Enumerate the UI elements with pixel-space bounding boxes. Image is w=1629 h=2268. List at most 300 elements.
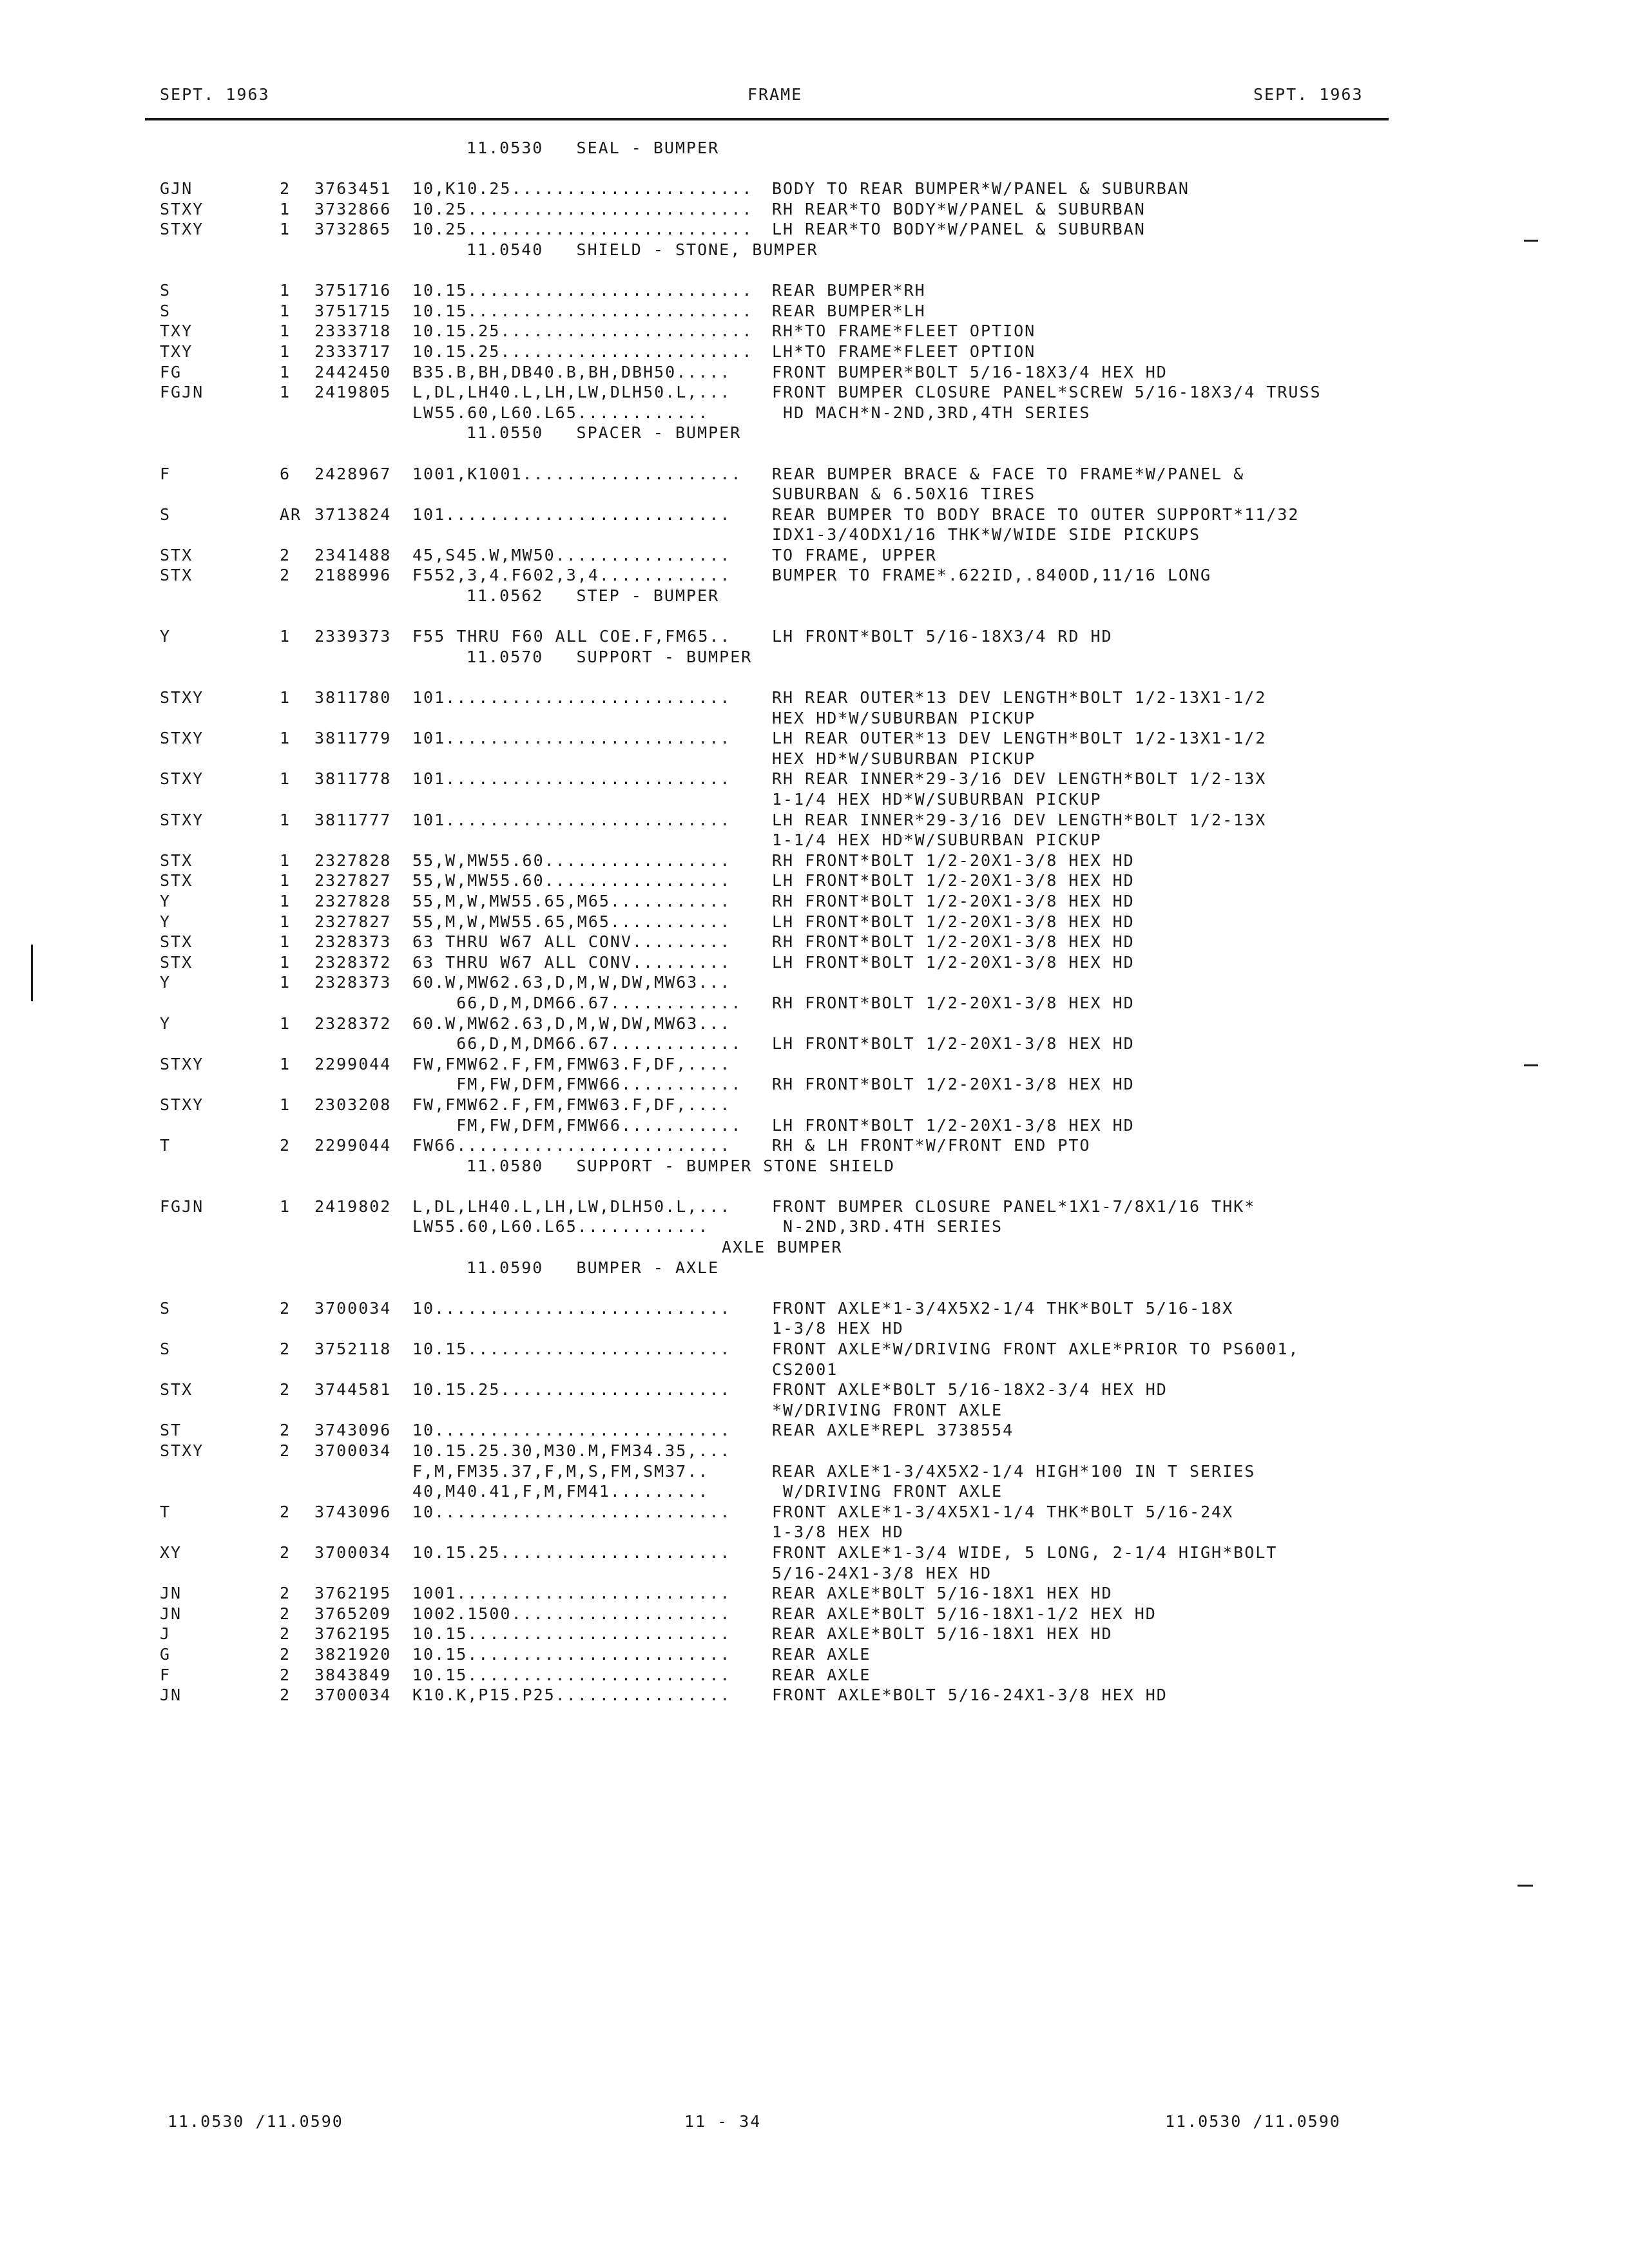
- part-row: [160, 952, 1384, 973]
- part-number: 3811778: [314, 769, 392, 789]
- part-number: 2328373: [314, 973, 392, 992]
- part-number: 2327827: [314, 912, 392, 931]
- part-number: 3821920: [314, 1644, 392, 1664]
- section-heading: [160, 647, 1384, 668]
- description: IDX1-3/4ODX1/16 THK*W/WIDE SIDE PICKUPS: [772, 525, 1200, 544]
- part-row: [160, 972, 1384, 993]
- application: 10.15..........................: [412, 301, 753, 320]
- part-row: [160, 870, 1384, 891]
- application: 1001,K1001....................: [412, 464, 742, 483]
- footer-range-left: 11.0530 /11.0590: [168, 2112, 343, 2131]
- part-number: 2419805: [314, 383, 392, 402]
- part-number: 3743096: [314, 1502, 392, 1521]
- part-number: 2333717: [314, 341, 392, 361]
- part-row-continuation: [160, 1522, 1384, 1542]
- part-row: [160, 565, 1384, 586]
- model-code: STXY: [160, 1441, 204, 1460]
- quantity: AR: [280, 505, 302, 524]
- application: 55,M,W,MW55.65,M65...........: [412, 912, 731, 931]
- application: 45,S45.W,MW50................: [412, 545, 731, 564]
- model-code: S: [160, 1340, 171, 1359]
- model-code: ST: [160, 1421, 182, 1440]
- quantity: 1: [280, 627, 291, 646]
- quantity: 1: [280, 220, 291, 239]
- application: 101..........................: [412, 769, 731, 789]
- application: 101..........................: [412, 810, 731, 829]
- part-row: [160, 1441, 1384, 1461]
- margin-mark: [1524, 240, 1538, 242]
- description: 1-1/4 HEX HD*W/SUBURBAN PICKUP: [772, 831, 1102, 850]
- model-code: STX: [160, 952, 193, 972]
- part-row: [160, 810, 1384, 831]
- model-code: T: [160, 1502, 171, 1521]
- application: FM,FW,DFM,FMW66...........: [412, 1115, 742, 1135]
- description: RH FRONT*BOLT 1/2-20X1-3/8 HEX HD: [772, 932, 1135, 952]
- quantity: 1: [280, 322, 291, 341]
- part-row: [160, 687, 1384, 708]
- part-row-continuation: [160, 524, 1384, 545]
- part-row: [160, 464, 1384, 485]
- section-heading-text: 11.0530 SEAL - BUMPER: [467, 139, 720, 157]
- description: FRONT BUMPER*BOLT 5/16-18X3/4 HEX HD: [772, 362, 1168, 381]
- application: 10.15........................: [412, 1665, 731, 1684]
- part-row: [160, 891, 1384, 912]
- line-gap: [160, 443, 1384, 464]
- description: RH REAR OUTER*13 DEV LENGTH*BOLT 1/2-13X1-1/2: [772, 688, 1267, 707]
- quantity: 1: [280, 912, 291, 931]
- model-code: G: [160, 1644, 171, 1664]
- application: 10...........................: [412, 1421, 731, 1440]
- description: 5/16-24X1-3/8 HEX HD: [772, 1563, 992, 1582]
- application: F552,3,4.F602,3,4............: [412, 566, 731, 585]
- part-number: 2328373: [314, 932, 392, 952]
- application: FW,FMW62.F,FM,FMW63.F,DF,....: [412, 1095, 731, 1114]
- description: REAR AXLE: [772, 1665, 871, 1684]
- description: FRONT AXLE*BOLT 5/16-24X1-3/8 HEX HD: [772, 1686, 1168, 1705]
- application: 40,M40.41,F,M,FM41.........: [412, 1482, 709, 1501]
- model-code: TXY: [160, 341, 193, 361]
- part-row-continuation: [160, 1461, 1384, 1482]
- description: FRONT AXLE*BOLT 5/16-18X2-3/4 HEX HD: [772, 1380, 1168, 1399]
- part-row-continuation: [160, 708, 1384, 729]
- application: 55,W,MW55.60.................: [412, 871, 731, 890]
- section-heading: [160, 1237, 1384, 1258]
- part-number: 3762195: [314, 1624, 392, 1644]
- section-heading-text: 11.0550 SPACER - BUMPER: [467, 423, 742, 443]
- quantity: 2: [280, 1136, 291, 1155]
- model-code: STXY: [160, 769, 204, 789]
- application: 66,D,M,DM66.67............: [412, 993, 742, 1012]
- part-row: [160, 1014, 1384, 1034]
- application: F55 THRU F60 ALL COE.F,FM65..: [412, 627, 731, 646]
- model-code: TXY: [160, 322, 193, 341]
- part-row: [160, 1379, 1384, 1400]
- part-row: [160, 1665, 1384, 1686]
- model-code: S: [160, 281, 171, 300]
- quantity: 2: [280, 1298, 291, 1318]
- part-number: 3843849: [314, 1665, 392, 1684]
- section-heading-text: 11.0562 STEP - BUMPER: [467, 586, 720, 606]
- application: 66,D,M,DM66.67............: [412, 1034, 742, 1053]
- application: 10.15.25.....................: [412, 1380, 731, 1399]
- application: 63 THRU W67 ALL CONV.........: [412, 932, 731, 952]
- model-code: Y: [160, 1014, 171, 1033]
- line-gap: [160, 159, 1384, 179]
- application: 10.15..........................: [412, 281, 753, 300]
- model-code: S: [160, 1298, 171, 1318]
- section-heading: [160, 423, 1384, 443]
- model-code: STXY: [160, 1054, 204, 1073]
- part-row-continuation: [160, 1074, 1384, 1095]
- model-code: Y: [160, 973, 171, 992]
- part-number: 2327827: [314, 871, 392, 890]
- part-row: [160, 1054, 1384, 1075]
- quantity: 2: [280, 1686, 291, 1705]
- part-row: [160, 505, 1384, 525]
- model-code: STXY: [160, 199, 204, 218]
- description: FRONT AXLE*1-3/4 WIDE, 5 LONG, 2-1/4 HIGH*BOLT: [772, 1542, 1278, 1562]
- part-row: [160, 341, 1384, 362]
- description: LH FRONT*BOLT 1/2-20X1-3/8 HEX HD: [772, 952, 1135, 972]
- description: RH REAR*TO BODY*W/PANEL & SUBURBAN: [772, 199, 1146, 218]
- application: 101..........................: [412, 505, 731, 524]
- part-number: 3700034: [314, 1441, 392, 1460]
- application: 55,M,W,MW55.65,M65...........: [412, 891, 731, 910]
- part-row-continuation: [160, 1318, 1384, 1339]
- part-row-continuation: [160, 1481, 1384, 1502]
- model-code: STX: [160, 566, 193, 585]
- section-heading: [160, 1156, 1384, 1177]
- description: REAR AXLE*BOLT 5/16-18X1 HEX HD: [772, 1624, 1113, 1644]
- description: REAR AXLE*BOLT 5/16-18X1-1/2 HEX HD: [772, 1604, 1157, 1623]
- part-number: 3762195: [314, 1584, 392, 1603]
- description: RH FRONT*BOLT 1/2-20X1-3/8 HEX HD: [772, 850, 1135, 870]
- quantity: 1: [280, 952, 291, 972]
- model-code: STX: [160, 545, 193, 564]
- section-heading: [160, 1258, 1384, 1278]
- part-row: [160, 850, 1384, 871]
- application: 101..........................: [412, 729, 731, 748]
- model-code: XY: [160, 1542, 182, 1562]
- model-code: STX: [160, 1380, 193, 1399]
- part-row: [160, 1685, 1384, 1706]
- description: LH REAR*TO BODY*W/PANEL & SUBURBAN: [772, 220, 1146, 239]
- quantity: 2: [280, 1340, 291, 1359]
- application: 10.15........................: [412, 1644, 731, 1664]
- description: 1-3/8 HEX HD: [772, 1523, 904, 1542]
- model-code: GJN: [160, 179, 193, 198]
- description: FRONT AXLE*W/DRIVING FRONT AXLE*PRIOR TO PS6001,: [772, 1340, 1300, 1359]
- application: 60.W,MW62.63,D,M,W,DW,MW63...: [412, 1014, 731, 1033]
- part-number: 2442450: [314, 362, 392, 381]
- application: 60.W,MW62.63,D,M,W,DW,MW63...: [412, 973, 731, 992]
- quantity: 1: [280, 973, 291, 992]
- part-row-continuation: [160, 1563, 1384, 1584]
- quantity: 1: [280, 891, 291, 910]
- header-date-left: SEPT. 1963: [160, 85, 270, 104]
- header-date-right: SEPT. 1963: [1253, 85, 1364, 104]
- part-row: [160, 1298, 1384, 1319]
- part-number: 2419802: [314, 1196, 392, 1216]
- application: 1001.........................: [412, 1584, 731, 1603]
- quantity: 2: [280, 1421, 291, 1440]
- page-number: 11 - 34: [684, 2112, 762, 2131]
- application: FM,FW,DFM,FMW66...........: [412, 1075, 742, 1094]
- section-heading: [160, 586, 1384, 606]
- part-row: [160, 219, 1384, 240]
- part-row: [160, 1644, 1384, 1665]
- description: REAR BUMPER TO BODY BRACE TO OUTER SUPPORT*11/32: [772, 505, 1300, 524]
- part-row-continuation: [160, 993, 1384, 1014]
- model-code: F: [160, 464, 171, 483]
- application: 10.15.25.....................: [412, 1542, 731, 1562]
- footer-range-right: 11.0530 /11.0590: [1165, 2112, 1341, 2131]
- line-gap: [160, 1176, 1384, 1196]
- application: F,M,FM35.37,F,M,S,FM,SM37..: [412, 1461, 709, 1481]
- part-number: 2303208: [314, 1095, 392, 1114]
- application: LW55.60,L60.L65............: [412, 1217, 709, 1236]
- part-number: 3713824: [314, 505, 392, 524]
- quantity: 1: [280, 301, 291, 320]
- quantity: 2: [280, 1665, 291, 1684]
- model-code: F: [160, 1665, 171, 1684]
- description: N-2ND,3RD.4TH SERIES: [772, 1217, 1003, 1236]
- quantity: 2: [280, 1441, 291, 1460]
- model-code: FGJN: [160, 1196, 204, 1216]
- part-row-continuation: [160, 1115, 1384, 1136]
- part-number: 2188996: [314, 566, 392, 585]
- part-number: 2299044: [314, 1136, 392, 1155]
- model-code: STXY: [160, 810, 204, 829]
- part-number: 3811780: [314, 688, 392, 707]
- description: LH FRONT*BOLT 1/2-20X1-3/8 HEX HD: [772, 1034, 1135, 1053]
- part-row: [160, 1135, 1384, 1156]
- quantity: 1: [280, 850, 291, 870]
- part-number: 3751715: [314, 301, 392, 320]
- application: FW,FMW62.F,FM,FMW63.F,DF,....: [412, 1054, 731, 1073]
- quantity: 1: [280, 341, 291, 361]
- quantity: 2: [280, 1624, 291, 1644]
- description: BODY TO REAR BUMPER*W/PANEL & SUBURBAN: [772, 179, 1190, 198]
- part-number: 2428967: [314, 464, 392, 483]
- part-number: 3752118: [314, 1340, 392, 1359]
- quantity: 1: [280, 1095, 291, 1114]
- application: 10.15.25.30,M30.M,FM34.35,...: [412, 1441, 731, 1460]
- line-gap: [160, 606, 1384, 627]
- description: SUBURBAN & 6.50X16 TIRES: [772, 485, 1036, 504]
- model-code: S: [160, 505, 171, 524]
- description: FRONT AXLE*1-3/4X5X2-1/4 THK*BOLT 5/16-18X: [772, 1298, 1234, 1318]
- description: TO FRAME, UPPER: [772, 545, 937, 564]
- application: 1002.1500....................: [412, 1604, 731, 1623]
- section-heading-text: 11.0580 SUPPORT - BUMPER STONE SHIELD: [467, 1156, 895, 1175]
- section-heading: [160, 138, 1384, 159]
- description: REAR AXLE: [772, 1644, 871, 1664]
- model-code: STX: [160, 871, 193, 890]
- header-rule: [145, 118, 1389, 120]
- part-number: 3700034: [314, 1542, 392, 1562]
- model-code: STX: [160, 932, 193, 952]
- description: RH REAR INNER*29-3/16 DEV LENGTH*BOLT 1/2-13X: [772, 769, 1267, 789]
- part-row: [160, 1095, 1384, 1115]
- quantity: 1: [280, 281, 291, 300]
- model-code: STXY: [160, 220, 204, 239]
- quantity: 1: [280, 1196, 291, 1216]
- part-number: 2339373: [314, 627, 392, 646]
- line-gap: [160, 260, 1384, 281]
- model-code: FG: [160, 362, 182, 381]
- description: 1-1/4 HEX HD*W/SUBURBAN PICKUP: [772, 790, 1102, 809]
- quantity: 2: [280, 1502, 291, 1521]
- part-row-continuation: [160, 749, 1384, 769]
- application: 10...........................: [412, 1502, 731, 1521]
- model-code: JN: [160, 1604, 182, 1623]
- part-number: 2299044: [314, 1054, 392, 1073]
- part-row: [160, 912, 1384, 932]
- model-code: Y: [160, 627, 171, 646]
- part-row-continuation: [160, 789, 1384, 810]
- parts-listing: [160, 138, 1384, 1706]
- application: K10.K,P15.P25................: [412, 1686, 731, 1705]
- section-heading-text: 11.0570 SUPPORT - BUMPER: [467, 647, 753, 666]
- description: REAR BUMPER*LH: [772, 301, 926, 320]
- quantity: 1: [280, 383, 291, 402]
- part-row: [160, 1624, 1384, 1644]
- description: RH FRONT*BOLT 1/2-20X1-3/8 HEX HD: [772, 993, 1135, 1012]
- application: 101..........................: [412, 688, 731, 707]
- description: RH FRONT*BOLT 1/2-20X1-3/8 HEX HD: [772, 1075, 1135, 1094]
- model-code: STX: [160, 850, 193, 870]
- quantity: 1: [280, 199, 291, 218]
- part-number: 2333718: [314, 322, 392, 341]
- part-row: [160, 769, 1384, 789]
- part-number: 3732866: [314, 199, 392, 218]
- part-number: 3744581: [314, 1380, 392, 1399]
- part-row: [160, 362, 1384, 383]
- quantity: 2: [280, 1604, 291, 1623]
- model-code: J: [160, 1624, 171, 1644]
- quantity: 1: [280, 362, 291, 381]
- part-row-continuation: [160, 830, 1384, 850]
- part-row: [160, 1542, 1384, 1563]
- description: RH*TO FRAME*FLEET OPTION: [772, 322, 1036, 341]
- quantity: 1: [280, 769, 291, 789]
- part-row-continuation: [160, 1033, 1384, 1054]
- application: 10.15........................: [412, 1340, 731, 1359]
- quantity: 1: [280, 810, 291, 829]
- application: L,DL,LH40.L,LH,LW,DLH50.L,...: [412, 1196, 731, 1216]
- description: REAR BUMPER*RH: [772, 281, 926, 300]
- part-row: [160, 301, 1384, 322]
- part-number: 2341488: [314, 545, 392, 564]
- description: FRONT AXLE*1-3/4X5X1-1/4 THK*BOLT 5/16-24X: [772, 1502, 1234, 1521]
- part-row: [160, 382, 1384, 403]
- description: 1-3/8 HEX HD: [772, 1319, 904, 1338]
- quantity: 2: [280, 545, 291, 564]
- margin-mark: [1524, 1064, 1538, 1066]
- description: HD MACH*N-2ND,3RD,4TH SERIES: [772, 403, 1091, 422]
- section-heading-text: AXLE BUMPER: [722, 1238, 843, 1257]
- part-number: 3763451: [314, 179, 392, 198]
- margin-mark: [1518, 1885, 1533, 1887]
- application: FW66.........................: [412, 1136, 731, 1155]
- part-number: 3700034: [314, 1298, 392, 1318]
- part-row: [160, 1583, 1384, 1604]
- description: W/DRIVING FRONT AXLE: [772, 1482, 1003, 1501]
- part-row-continuation: [160, 1400, 1384, 1421]
- part-row: [160, 280, 1384, 301]
- quantity: 2: [280, 566, 291, 585]
- description: LH REAR INNER*29-3/16 DEV LENGTH*BOLT 1/2-13X: [772, 810, 1267, 829]
- part-number: 3765209: [314, 1604, 392, 1623]
- part-row: [160, 1604, 1384, 1624]
- section-heading-text: 11.0590 BUMPER - AXLE: [467, 1258, 720, 1277]
- quantity: 2: [280, 1644, 291, 1664]
- description: LH REAR OUTER*13 DEV LENGTH*BOLT 1/2-13X1-1/2: [772, 729, 1267, 748]
- model-code: Y: [160, 912, 171, 931]
- application: 55,W,MW55.60.................: [412, 850, 731, 870]
- part-number: 3732865: [314, 220, 392, 239]
- part-row-continuation: [160, 403, 1384, 423]
- quantity: 1: [280, 729, 291, 748]
- line-gap: [160, 1278, 1384, 1298]
- quantity: 2: [280, 1584, 291, 1603]
- part-number: 2328372: [314, 1014, 392, 1033]
- application: LW55.60,L60.L65............: [412, 403, 709, 422]
- part-row: [160, 321, 1384, 341]
- description: REAR AXLE*BOLT 5/16-18X1 HEX HD: [772, 1584, 1113, 1603]
- part-row-continuation: [160, 1216, 1384, 1237]
- part-number: 3743096: [314, 1421, 392, 1440]
- model-code: T: [160, 1136, 171, 1155]
- description: RH FRONT*BOLT 1/2-20X1-3/8 HEX HD: [772, 891, 1135, 910]
- part-number: 2327828: [314, 850, 392, 870]
- part-number: 2327828: [314, 891, 392, 910]
- part-number: 3811777: [314, 810, 392, 829]
- description: LH FRONT*BOLT 5/16-18X3/4 RD HD: [772, 627, 1113, 646]
- quantity: 1: [280, 688, 291, 707]
- model-code: S: [160, 301, 171, 320]
- model-code: JN: [160, 1584, 182, 1603]
- application: 10.25..........................: [412, 220, 753, 239]
- model-code: STXY: [160, 1095, 204, 1114]
- quantity: 1: [280, 932, 291, 952]
- description: BUMPER TO FRAME*.622ID,.840OD,11/16 LONG: [772, 566, 1212, 585]
- description: LH FRONT*BOLT 1/2-20X1-3/8 HEX HD: [772, 871, 1135, 890]
- description: LH FRONT*BOLT 1/2-20X1-3/8 HEX HD: [772, 1115, 1135, 1135]
- description: REAR AXLE*1-3/4X5X2-1/4 HIGH*100 IN T SERIES: [772, 1461, 1256, 1481]
- description: FRONT BUMPER CLOSURE PANEL*1X1-7/8X1/16 THK*: [772, 1196, 1256, 1216]
- description: *W/DRIVING FRONT AXLE: [772, 1400, 1003, 1419]
- description: RH & LH FRONT*W/FRONT END PTO: [772, 1136, 1091, 1155]
- application: 10.25..........................: [412, 199, 753, 218]
- description: REAR AXLE*REPL 3738554: [772, 1421, 1014, 1440]
- model-code: STXY: [160, 729, 204, 748]
- application: 10.15........................: [412, 1624, 731, 1644]
- application: L,DL,LH40.L,LH,LW,DLH50.L,...: [412, 383, 731, 402]
- part-row: [160, 1420, 1384, 1441]
- header-section-title: FRAME: [747, 85, 803, 104]
- part-number: 3811779: [314, 729, 392, 748]
- application: 10.15.25.......................: [412, 322, 753, 341]
- description: HEX HD*W/SUBURBAN PICKUP: [772, 708, 1036, 727]
- part-row: [160, 626, 1384, 647]
- model-code: STXY: [160, 688, 204, 707]
- part-row: [160, 1502, 1384, 1523]
- quantity: 6: [280, 464, 291, 483]
- line-gap: [160, 667, 1384, 687]
- model-code: FGJN: [160, 383, 204, 402]
